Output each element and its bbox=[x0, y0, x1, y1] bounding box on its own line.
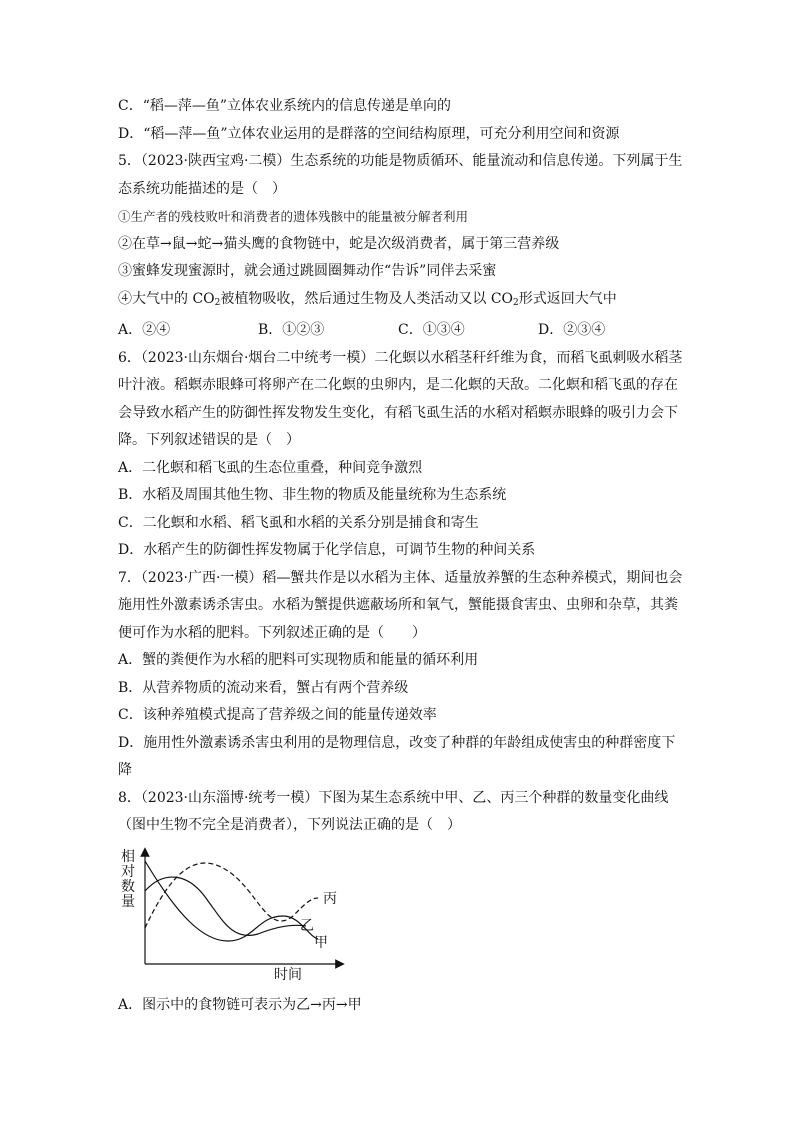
figure-y-label: 相 对 数 量 bbox=[121, 848, 135, 910]
q6-option-d: D．水稻产生的防御性挥发物属于化学信息，可调节生物的种间关系 bbox=[118, 542, 536, 558]
population-curve-figure bbox=[118, 846, 358, 986]
question-8-stem-1: 8．（2023·山东淄博·统考一模）下图为某生态系统中甲、乙、丙三个种群的数量变化曲线 bbox=[118, 789, 669, 806]
label-jia: 甲 bbox=[314, 934, 328, 951]
question-8-stem-2: （图中生物不完全是消费者），下列说法正确的是（ ） bbox=[118, 817, 461, 833]
option-d-q4: D．“稻—萍—鱼”立体农业运用的是群落的空间结构原理，可充分利用空间和资源 bbox=[118, 125, 620, 142]
q6-option-b: B．水稻及周围其他生物、非生物的物质及能量统称为生态系统 bbox=[118, 487, 507, 503]
statement-1: ①生产者的残枝败叶和消费者的遗体残骸中的能量被分解者利用 bbox=[118, 209, 469, 224]
question-6-stem-3: 会导致水稻产生的防御性挥发物发生变化，有稻飞虱生活的水稻对稻螟赤眼蜂的吸引力会下 bbox=[118, 404, 678, 421]
statement-3: ③蜜蜂发现蜜源时，就会通过跳圆圈舞动作“告诉”同伴去采蜜 bbox=[118, 263, 497, 279]
q7-option-c: C．该种养殖模式提高了营养级之间的能量传递效率 bbox=[118, 707, 437, 723]
q7-option-a: A．蟹的粪便作为水稻的肥料可实现物质和能量的循环利用 bbox=[118, 652, 479, 668]
q7-option-d-2: 降 bbox=[118, 762, 132, 778]
figure-x-label: 时间 bbox=[274, 966, 302, 983]
statement-4: ④大气中的 $CO_2$被植物吸收，然后通过生物及人类活动又以 $CO_2$形式返回大气中 bbox=[118, 290, 617, 308]
label-bing: 丙 bbox=[323, 890, 337, 907]
q5-option-c: C．①③④ bbox=[398, 322, 465, 338]
q5-option-a: A．②④ bbox=[118, 322, 171, 338]
question-5-stem-2: 态系统功能描述的是（ ） bbox=[118, 180, 286, 197]
population-curve-svg bbox=[118, 846, 358, 986]
q8-option-a: A．图示中的食物链可表示为乙→丙→甲 bbox=[118, 996, 362, 1013]
question-6-stem-1: 6．（2023·山东烟台·烟台二中统考一模）二化螟以水稻茎秆纤维为食，而稻飞虱刺吸水稻茎 bbox=[118, 349, 683, 366]
question-6-stem-2: 叶汁液。稻螟赤眼蜂可将卵产在二化螟的虫卵内，是二化螟的天敌。二化螟和稻飞虱的存在 bbox=[118, 377, 678, 393]
question-7-stem-1: 7．（2023·广西·一模）稻—蟹共作是以水稻为主体、适量放养蟹的生态种养模式，期间也会 bbox=[118, 569, 683, 586]
option-c-q4: C．“稻—萍—鱼”立体农业系统内的信息传递是单向的 bbox=[118, 98, 452, 114]
q5-option-d: D．②③④ bbox=[538, 322, 606, 338]
question-5-options bbox=[118, 317, 678, 345]
question-6-stem-4: 降。下列叙述错误的是（ ） bbox=[118, 432, 300, 448]
document-page bbox=[118, 93, 683, 1019]
question-5-stem-1: 5．（2023·陕西宝鸡·二模）生态系统的功能是物质循环、能量流动和信息传递。下列属于生 bbox=[118, 153, 683, 169]
q7-option-b: B．从营养物质的流动来看，蟹占有两个营养级 bbox=[118, 679, 409, 696]
q7-option-d-1: D．施用性外激素诱杀害虫利用的是物理信息，改变了种群的年龄组成使害虫的种群密度下 bbox=[118, 734, 676, 751]
question-7-stem-3: 便可作为水稻的肥料。下列叙述正确的是（ ） bbox=[118, 624, 426, 641]
q6-option-c: C．二化螟和水稻、稻飞虱和水稻的关系分别是捕食和寄生 bbox=[118, 514, 479, 531]
question-7-stem-2: 施用性外激素诱杀害虫。水稻为蟹提供遮蔽场所和氧气，蟹能摄食害虫、虫卵和杂草，其粪 bbox=[118, 597, 678, 613]
q5-option-b: B．①②③ bbox=[258, 322, 325, 338]
label-yi: 乙 bbox=[300, 917, 314, 934]
statement-2: ②在草→鼠→蛇→猫头鹰的食物链中，蛇是次级消费者，属于第三营养级 bbox=[118, 235, 560, 252]
q6-option-a: A．二化螟和稻飞虱的生态位重叠，种间竞争激烈 bbox=[118, 459, 423, 476]
